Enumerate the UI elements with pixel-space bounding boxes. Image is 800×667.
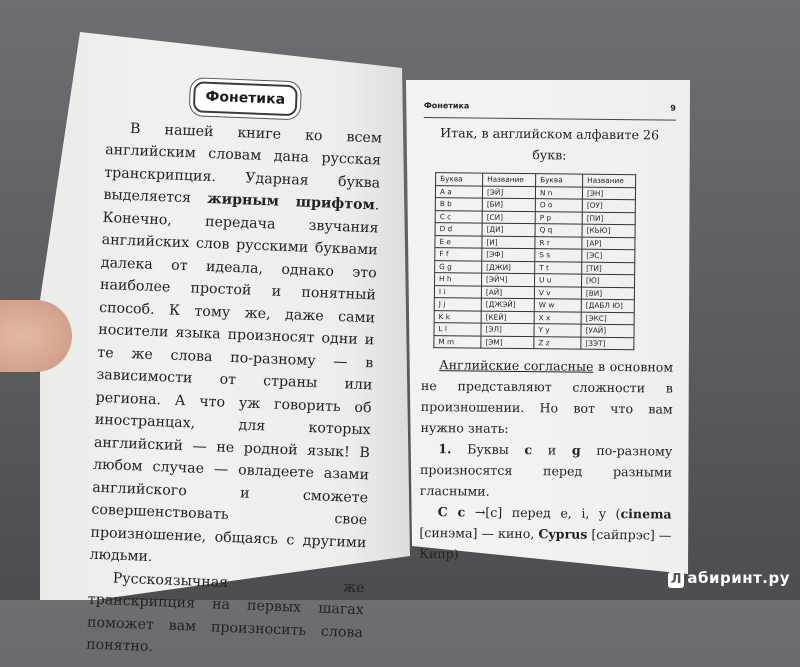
bold-phrase: жирным шрифтом [207, 190, 376, 214]
alphabet-intro: Итак, в английском алфавите 26 букв: [440, 125, 660, 163]
underlined-term: Английские согласные [439, 357, 594, 374]
table-cell: D d [435, 223, 482, 236]
table-cell: [ПИ] [582, 212, 635, 225]
table-row [434, 335, 634, 350]
right-page-content [419, 95, 676, 567]
table-cell: M m [434, 335, 481, 348]
labirint-logo-icon: Л [668, 572, 684, 588]
table-header: Название [483, 173, 536, 186]
table-cell: C c [435, 210, 482, 223]
table-header: Буква [436, 173, 483, 186]
table-cell: [ЗЭТ] [581, 337, 634, 350]
table-cell: [ЭС] [582, 249, 635, 262]
alphabet-table [433, 172, 636, 350]
table-cell: Z z [534, 336, 581, 349]
table-cell: O o [535, 199, 582, 212]
table-cell: V v [534, 286, 581, 299]
table-cell: E e [435, 235, 482, 248]
table-cell: I i [434, 285, 481, 298]
left-paragraph-1: В нашей книге ко всем английским словам дана русская транскрипция. Ударная буква выделяется жирным шрифтом. Конечно, передача звучания английских слов русскими буквами далека от идеала, однако это наиболее простой и понятный способ. К тому же, даже сами носители языка произносят одни и те же слова по-разному — в зависимости от страны или региона. А что уж говорить об иностранцах, для которых английский — не родной язык! В любом случае — овладеете азами английского и сможете совершенствовать свое произношение, общаясь с другими людьми. [89, 120, 383, 566]
running-header [424, 95, 676, 121]
table-cell: [ДАБЛ Ю] [581, 299, 634, 312]
alphabet-table-body [434, 185, 636, 350]
table-cell: Y y [534, 324, 581, 337]
table-cell: S s [535, 249, 582, 262]
chapter-title-badge: Фонетика [193, 81, 298, 115]
table-cell: [Ю] [582, 274, 635, 287]
table-cell: [ОУ] [582, 199, 635, 212]
table-cell: [АЙ] [481, 286, 534, 299]
table-cell: X x [534, 311, 581, 324]
thumb [0, 300, 72, 372]
table-cell: [ВИ] [581, 287, 634, 300]
table-cell: L l [434, 323, 481, 336]
left-page-content [86, 78, 384, 667]
page-number: 9 [670, 103, 676, 113]
table-cell: N n [535, 186, 582, 199]
table-cell: B b [435, 198, 482, 211]
table-header: Название [583, 174, 636, 187]
table-cell: [ДЖЭЙ] [481, 298, 534, 311]
table-cell: [УАЙ] [581, 324, 634, 337]
table-cell: R r [535, 236, 582, 249]
labirint-watermark: Л абиринт.ру [668, 569, 790, 588]
running-header-section: Фонетика [423, 100, 470, 111]
table-cell: P p [535, 211, 582, 224]
table-cell: [ТИ] [582, 262, 635, 275]
table-cell: [АР] [582, 237, 635, 250]
table-cell: [ЭЛ] [481, 323, 534, 336]
table-cell: [ЭМ] [481, 336, 534, 349]
table-cell: H h [435, 273, 482, 286]
table-cell: F f [435, 248, 482, 261]
table-cell: A a [435, 185, 482, 198]
table-cell: T t [535, 261, 582, 274]
table-cell: K k [434, 310, 481, 323]
rule-1-example: C c →[с] перед e, i, y (cinema [синэма] — кино, Cyprus [сайпрэс] — Кипр) [419, 504, 672, 562]
table-cell: J j [434, 298, 481, 311]
table-cell: [ЭЙ] [482, 186, 535, 199]
table-cell: Q q [535, 224, 582, 237]
table-cell: [ДИ] [482, 223, 535, 236]
table-cell: W w [534, 299, 581, 312]
consonants-paragraph: Английские согласные в основном не представляют сложности в произношении. Но вот что вам нужно знать: [420, 357, 674, 436]
table-cell: [СИ] [482, 211, 535, 224]
table-cell: [И] [482, 236, 535, 249]
table-header: Буква [536, 174, 583, 187]
table-cell: [ДЖИ] [482, 261, 535, 274]
table-cell: [ЭФ] [482, 248, 535, 261]
table-cell: [ЭН] [582, 187, 635, 200]
table-cell: [КЬЮ] [582, 224, 635, 237]
rule-1-paragraph: 1. Буквы c и g по-разному произносятся перед разными гласными. [419, 441, 673, 499]
left-paragraph-2: Русскоязычная же транскрипция на первых шагах поможет вам произносить слова понятно. [85, 570, 365, 656]
table-cell: [ЭЙЧ] [482, 273, 535, 286]
table-cell: U u [535, 274, 582, 287]
table-cell: [КЕЙ] [481, 311, 534, 324]
table-cell: G g [435, 260, 482, 273]
table-cell: [ЭКС] [581, 312, 634, 325]
table-cell: [БИ] [482, 198, 535, 211]
